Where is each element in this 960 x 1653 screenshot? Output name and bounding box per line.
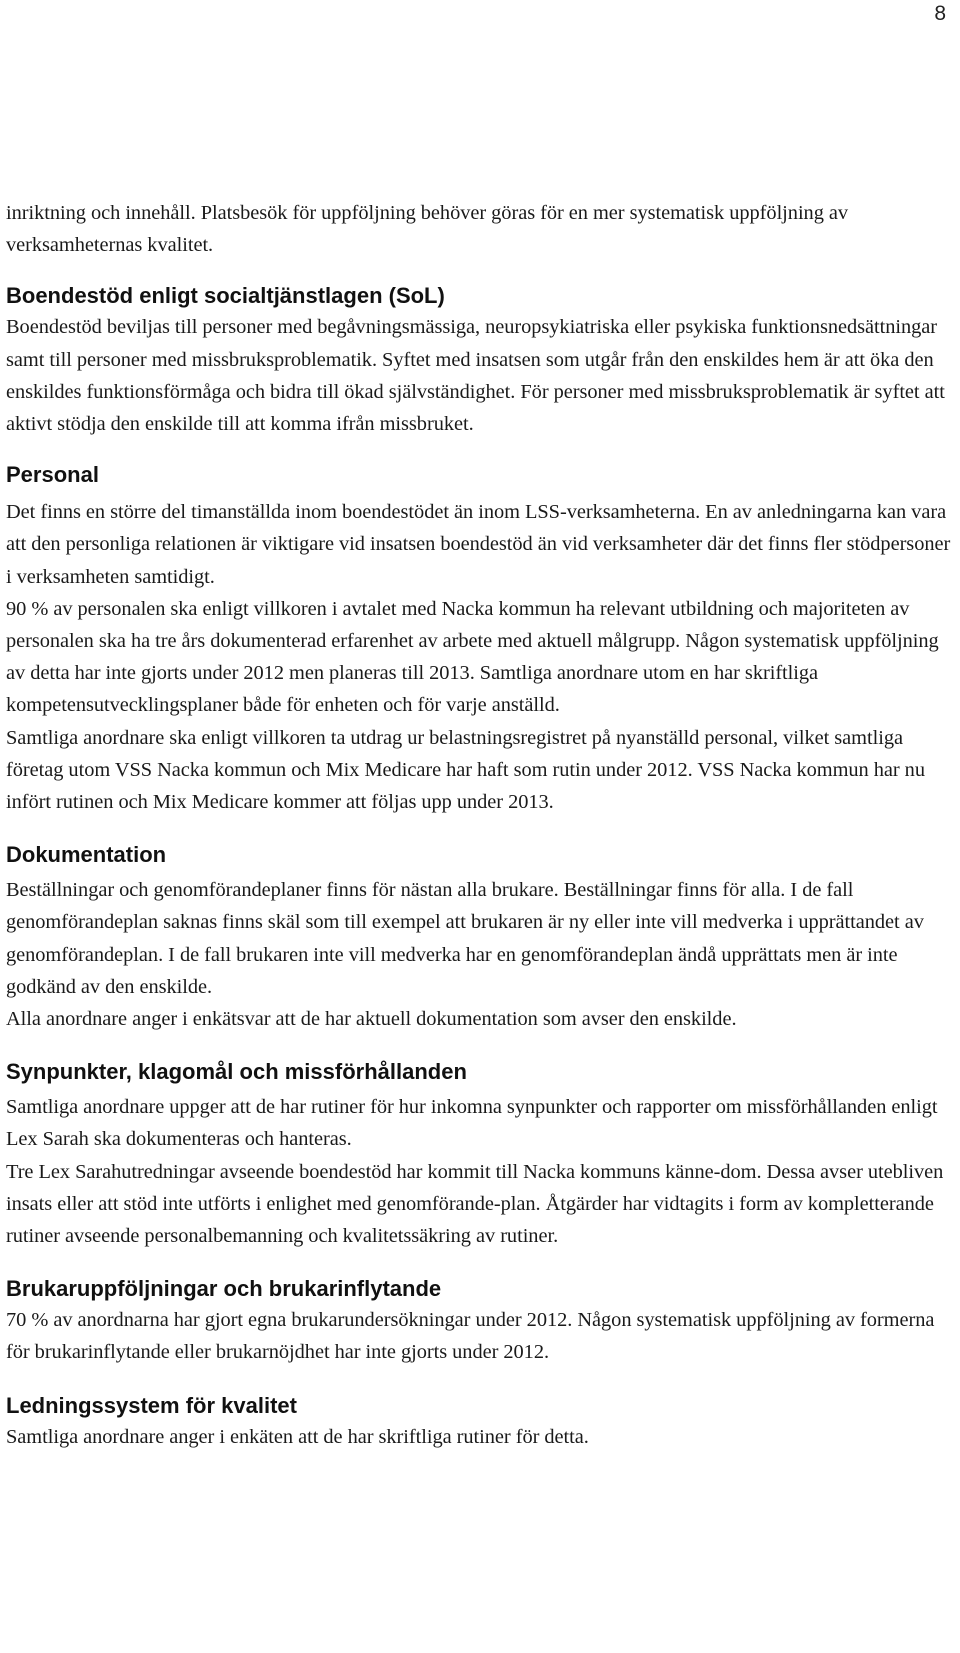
- intro-paragraph: inriktning och innehåll. Platsbesök för uppföljning behöver göras för en mer systematisk uppföljning av verksamheternas kvalitet.: [6, 202, 849, 257]
- paragraph: Samtliga anordnare anger i enkäten att de har skriftliga rutiner för detta.: [6, 1425, 589, 1448]
- paragraph: Tre Lex Sarahutredningar avseende boendestöd har kommit till Nacka kommuns känne-dom. Dessa avser utebliven insats eller att stöd inte utförts i enlighet med genomförande-plan. Åtgärder har vidtagits i form av kompletterande rutiner avseende personalbemanning och kvalitetssäkring av rutiner.: [6, 1160, 944, 1248]
- heading-ledningssystem: Ledningssystem för kvalitet: [6, 1392, 297, 1418]
- heading-personal: Personal: [6, 462, 99, 488]
- paragraph: Samtliga anordnare ska enligt villkoren ta utdrag ur belastningsregistret på nyanställd personal, vilket samtliga företag utom VSS Nacka kommun och Mix Medicare har haft som rutin under 2012. VSS Nacka kommun har nu infört rutinen och Mix Medicare kommer att följas upp under 2013.: [6, 726, 925, 814]
- paragraph: 90 % av personalen ska enligt villkoren i avtalet med Nacka kommun ha relevant utbildning och majoriteten av personalen ska ha tre års dokumenterad erfarenhet av arbete med aktuell målgrupp. Någon systematisk uppföljning av detta har inte gjorts under 2012 men planeras till 2013. Samtliga anordnare utom en har skriftliga kompetensutvecklingsplaner både för enheten och för varje anställd.: [6, 597, 939, 717]
- paragraph: 70 % av anordnarna har gjort egna brukarundersökningar under 2012. Någon systematisk uppföljning av formerna för brukarinflytande eller brukarnöjdhet har inte gjorts under 2012.: [6, 1309, 935, 1364]
- heading-brukaruppfoljningar: Brukaruppföljningar och brukarinflytande: [6, 1276, 442, 1302]
- paragraph: Boendestöd beviljas till personer med begåvningsmässiga, neuropsykiatriska eller psykiska funktionsnedsättningar samt till personer med missbruksproblematik. Syftet med insatsen som utgår från den enskildes hem är att öka den enskildes funktionsförmåga och bidra till ökad självständighet. För personer med missbruksproblematik är syftet att aktivt stödja den enskilde till att komma ifrån missbruket.: [6, 316, 945, 436]
- heading-synpunkter: Synpunkter, klagomål och missförhållanden: [6, 1059, 467, 1085]
- heading-boendestod: Boendestöd enligt socialtjänstlagen (SoL): [6, 283, 445, 309]
- paragraph: Det finns en större del timanställda inom boendestödet än inom LSS-verksamheterna. En av anledningarna kan vara att den personliga relationen är viktigare vid insatsen boendestöd än vid verksamheter där det finns fler stödpersoner i verksamheten samtidigt.: [6, 501, 951, 588]
- heading-dokumentation: Dokumentation: [6, 842, 167, 868]
- paragraph: Beställningar och genomförandeplaner finns för nästan alla brukare. Beställningar finns för alla. I de fall genomförandeplan saknas finns skäl som till exempel att brukaren är ny eller inte vill medverka i upprättandet av genomförandeplan. I de fall brukaren inte vill medverka har en genomförandeplan ändå upprättats men är inte godkänd av den enskilde.: [6, 879, 924, 998]
- paragraph: Alla anordnare anger i enkätsvar att de har aktuell dokumentation som avser den enskilde.: [6, 1008, 737, 1031]
- page-number: 8: [934, 2, 946, 25]
- paragraph: Samtliga anordnare uppger att de har rutiner för hur inkomna synpunkter och rapporter om missförhållanden enligt Lex Sarah ska dokumenteras och hanteras.: [6, 1096, 938, 1151]
- document-body: [6, 197, 956, 1453]
